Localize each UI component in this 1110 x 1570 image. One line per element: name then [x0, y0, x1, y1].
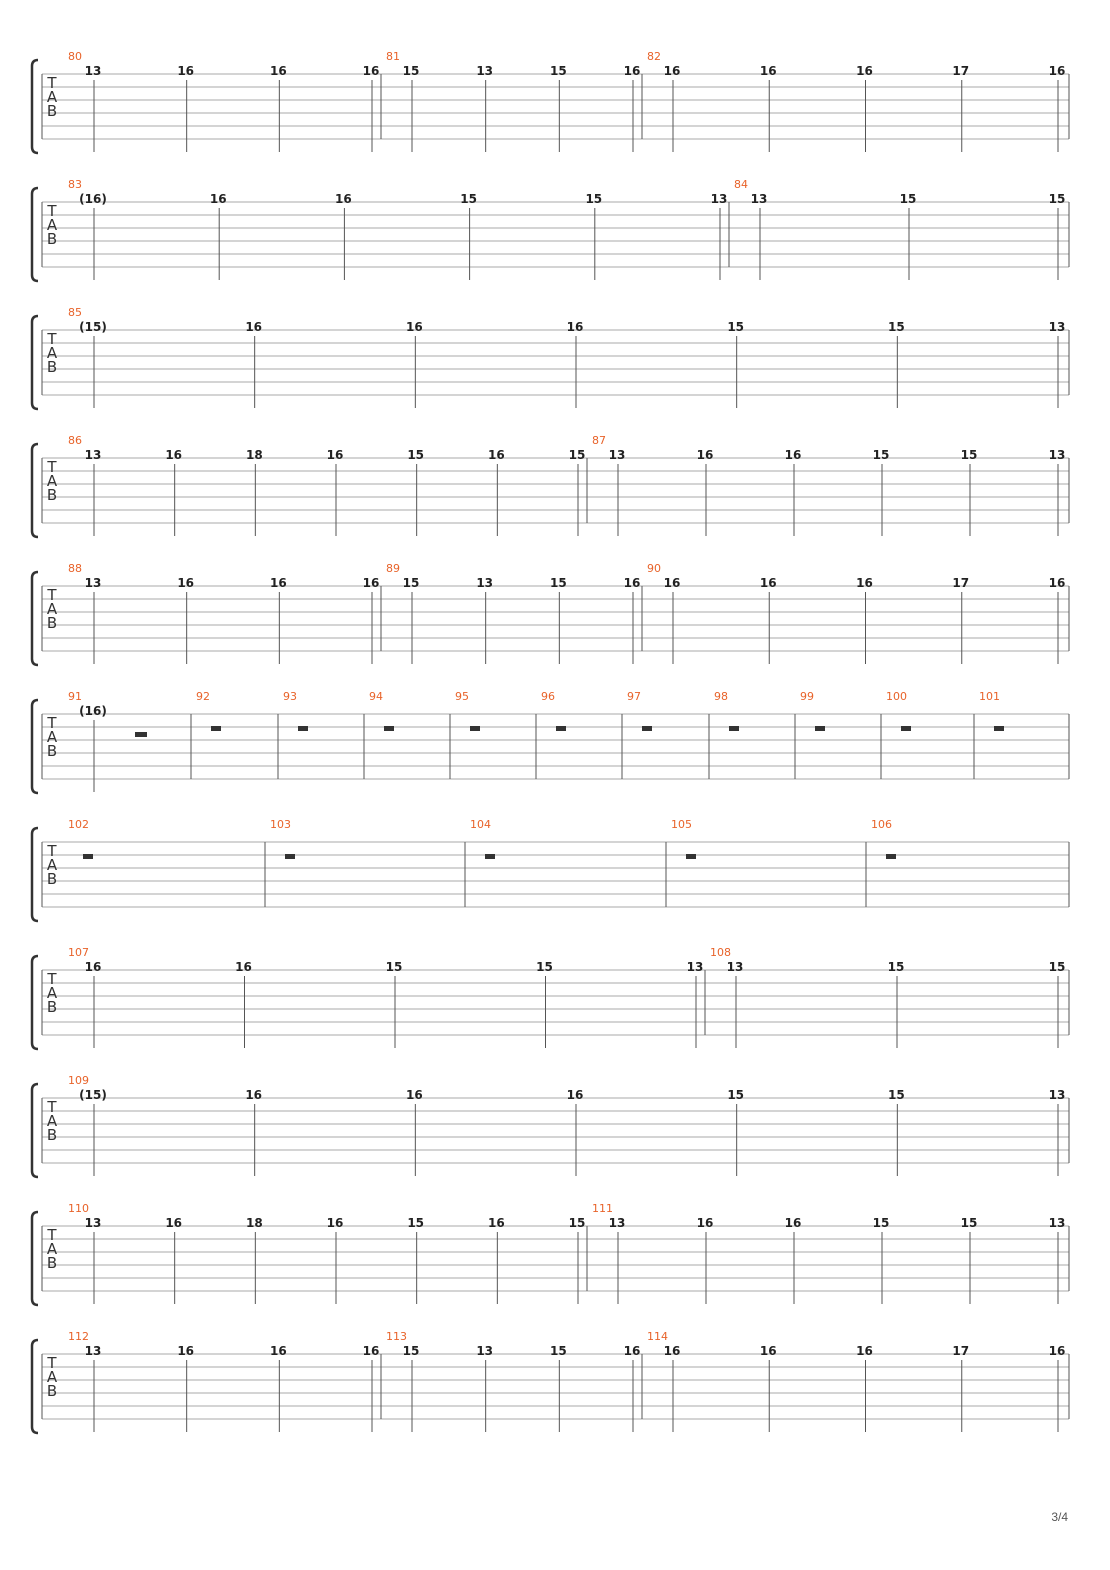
fret-number: 15: [402, 576, 420, 590]
tab-clef-letter: B: [46, 742, 58, 760]
fret-number: 17: [952, 1344, 970, 1358]
bar-number: 112: [68, 1330, 89, 1343]
fret-number: 15: [960, 1216, 978, 1230]
bar-number: 91: [68, 690, 82, 703]
fret-number: 16: [623, 64, 641, 78]
bar-number: 94: [369, 690, 383, 703]
tab-clef-letter: T: [47, 1354, 57, 1372]
fret-number: 16: [663, 64, 681, 78]
tab-clef-letter: B: [46, 1254, 58, 1272]
tab-clef-letter: B: [46, 102, 58, 120]
tab-system: [32, 562, 1069, 665]
fret-number: 15: [402, 1344, 420, 1358]
fret-number: 16: [269, 1344, 287, 1358]
bar-number: 89: [386, 562, 400, 575]
fret-number: 16: [784, 1216, 802, 1230]
bar-number: 83: [68, 178, 82, 191]
bar-number: 113: [386, 1330, 407, 1343]
fret-number: 15: [872, 1216, 890, 1230]
bar-number: 106: [871, 818, 892, 831]
fret-number: 13: [84, 64, 102, 78]
tab-clef-letter: B: [46, 998, 58, 1016]
whole-rest: [994, 726, 1004, 731]
tab-clef-letter: B: [46, 486, 58, 504]
system-bracket: [32, 700, 38, 793]
fret-number: 16: [245, 320, 263, 334]
system-bracket: [32, 444, 38, 537]
whole-rest: [815, 726, 825, 731]
fret-number: 16: [405, 320, 423, 334]
fret-number: 13: [84, 448, 102, 462]
tab-clef-letter: T: [47, 586, 57, 604]
fret-number: 16: [663, 1344, 681, 1358]
fret-number: 15: [872, 448, 890, 462]
fret-number: 16: [566, 320, 584, 334]
whole-rest: [470, 726, 480, 731]
whole-rest: [285, 854, 295, 859]
bar-number: 90: [647, 562, 661, 575]
fret-number: 16: [1048, 64, 1066, 78]
tab-system: [32, 690, 1069, 793]
fret-number: 17: [952, 576, 970, 590]
bar-number: 87: [592, 434, 606, 447]
fret-number: 16: [759, 64, 777, 78]
whole-rest: [485, 854, 495, 859]
fret-number: 15: [536, 960, 553, 974]
bar-number: 84: [734, 178, 748, 191]
bar-number: 96: [541, 690, 555, 703]
bar-number: 98: [714, 690, 728, 703]
fret-number: 16: [696, 1216, 714, 1230]
whole-rest: [384, 726, 394, 731]
fret-number: 13: [1048, 1088, 1066, 1102]
tab-clef-letter: T: [47, 330, 57, 348]
fret-number: 16: [335, 192, 352, 206]
bar-number: 92: [196, 690, 210, 703]
tab-system: [32, 818, 1069, 921]
whole-rest: [901, 726, 911, 731]
fret-number: 15: [899, 192, 917, 206]
tab-clef-letter: B: [46, 1382, 58, 1400]
bar-number: 95: [455, 690, 469, 703]
bar-number: 100: [886, 690, 907, 703]
fret-number: 16: [362, 64, 380, 78]
bar-number: 109: [68, 1074, 89, 1087]
fret-number: 16: [405, 1088, 423, 1102]
fret-number: 16: [856, 576, 873, 590]
fret-number: 13: [1048, 1216, 1066, 1230]
fret-number: 16: [269, 64, 287, 78]
tab-clef-letter: B: [46, 870, 58, 888]
tab-clef-letter: T: [47, 714, 57, 732]
fret-number: 16: [1048, 576, 1066, 590]
fret-number: 16: [326, 1216, 344, 1230]
fret-number: 16: [177, 64, 195, 78]
tab-clef-letter: T: [47, 202, 57, 220]
fret-number: 15: [460, 192, 477, 206]
tab-system: [32, 50, 1069, 153]
fret-number: 16: [177, 576, 195, 590]
fret-number: 16: [856, 64, 873, 78]
fret-number: 18: [245, 1216, 263, 1230]
fret-number: 15: [568, 1216, 586, 1230]
page-number: 3/4: [1051, 1510, 1068, 1524]
tab-system: [32, 306, 1069, 409]
bar-number: 107: [68, 946, 89, 959]
bar-number: 86: [68, 434, 82, 447]
bar-number: 97: [627, 690, 641, 703]
fret-number: 16: [362, 576, 380, 590]
fret-number: 16: [245, 1088, 263, 1102]
tab-clef-letter: A: [46, 728, 58, 746]
bar-number: 103: [270, 818, 291, 831]
system-bracket: [32, 188, 38, 281]
fret-number: 15: [407, 1216, 425, 1230]
system-bracket: [32, 316, 38, 409]
bar-number: 85: [68, 306, 82, 319]
fret-number: (15): [79, 320, 107, 334]
whole-rest: [729, 726, 739, 731]
system-bracket: [32, 828, 38, 921]
tab-clef-letter: T: [47, 842, 57, 860]
fret-number: (15): [79, 1088, 107, 1102]
bar-number: 81: [386, 50, 400, 63]
fret-number: 15: [385, 960, 403, 974]
fret-number: 16: [487, 1216, 505, 1230]
fret-number: 16: [235, 960, 252, 974]
tab-system: [32, 1330, 1069, 1433]
bar-number: 93: [283, 690, 297, 703]
bar-number: 82: [647, 50, 661, 63]
system-bracket: [32, 1084, 38, 1177]
fret-number: 15: [585, 192, 603, 206]
fret-number: 16: [623, 1344, 641, 1358]
tab-clef-letter: A: [46, 1240, 58, 1258]
system-bracket: [32, 60, 38, 153]
tab-system: [32, 178, 1069, 281]
fret-number: 16: [269, 576, 287, 590]
tab-clef-letter: T: [47, 458, 57, 476]
fret-number: 13: [1048, 320, 1066, 334]
system-bracket: [32, 1212, 38, 1305]
fret-number: 16: [566, 1088, 584, 1102]
tab-clef-letter: B: [46, 358, 58, 376]
fret-number: 15: [1048, 960, 1066, 974]
bar-number: 111: [592, 1202, 613, 1215]
bar-number: 99: [800, 690, 814, 703]
tab-clef-letter: A: [46, 216, 58, 234]
half-rest: [135, 732, 147, 737]
fret-number: 15: [549, 576, 567, 590]
tab-clef-letter: A: [46, 1112, 58, 1130]
fret-number: 15: [407, 448, 425, 462]
fret-number: 16: [759, 576, 777, 590]
whole-rest: [642, 726, 652, 731]
fret-number: 16: [663, 576, 681, 590]
fret-number: (16): [79, 192, 107, 206]
tab-system: [32, 434, 1069, 537]
fret-number: 15: [960, 448, 978, 462]
whole-rest: [556, 726, 566, 731]
tab-system: [32, 1202, 1069, 1305]
fret-number: (16): [79, 704, 107, 718]
tab-system: [32, 1074, 1069, 1177]
fret-number: 15: [549, 64, 567, 78]
bar-number: 101: [979, 690, 1000, 703]
tab-clef-letter: B: [46, 230, 58, 248]
whole-rest: [686, 854, 696, 859]
fret-number: 15: [887, 1088, 905, 1102]
fret-number: 13: [476, 576, 494, 590]
fret-number: 13: [476, 64, 494, 78]
bar-number: 110: [68, 1202, 89, 1215]
fret-number: 15: [887, 320, 905, 334]
fret-number: 16: [696, 448, 714, 462]
fret-number: 13: [726, 960, 744, 974]
fret-number: 18: [245, 448, 263, 462]
whole-rest: [83, 854, 93, 859]
system-bracket: [32, 1340, 38, 1433]
fret-number: 16: [759, 1344, 777, 1358]
tab-clef-letter: B: [46, 614, 58, 632]
fret-number: 13: [84, 1216, 102, 1230]
fret-number: 13: [1048, 448, 1066, 462]
bar-number: 104: [470, 818, 491, 831]
bar-number: 102: [68, 818, 89, 831]
fret-number: 17: [952, 64, 970, 78]
fret-number: 16: [84, 960, 102, 974]
fret-number: 13: [608, 1216, 626, 1230]
fret-number: 13: [84, 576, 102, 590]
bar-number: 88: [68, 562, 82, 575]
fret-number: 13: [608, 448, 626, 462]
fret-number: 13: [84, 1344, 102, 1358]
tab-clef-letter: A: [46, 984, 58, 1002]
tab-clef-letter: T: [47, 1098, 57, 1116]
tab-clef-letter: A: [46, 1368, 58, 1386]
bar-number: 114: [647, 1330, 668, 1343]
tab-clef-letter: A: [46, 88, 58, 106]
tab-clef-letter: A: [46, 600, 58, 618]
fret-number: 13: [710, 192, 728, 206]
fret-number: 16: [165, 448, 183, 462]
system-bracket: [32, 572, 38, 665]
fret-number: 15: [568, 448, 586, 462]
tab-clef-letter: T: [47, 970, 57, 988]
fret-number: 13: [686, 960, 704, 974]
bar-number: 80: [68, 50, 82, 63]
fret-number: 15: [1048, 192, 1066, 206]
fret-number: 16: [487, 448, 505, 462]
fret-number: 15: [887, 960, 905, 974]
fret-number: 15: [549, 1344, 567, 1358]
tab-clef-letter: A: [46, 344, 58, 362]
tab-system: [32, 946, 1069, 1049]
fret-number: 13: [750, 192, 768, 206]
tab-clef-letter: B: [46, 1126, 58, 1144]
fret-number: 16: [177, 1344, 195, 1358]
tab-clef-letter: T: [47, 1226, 57, 1244]
fret-number: 15: [402, 64, 420, 78]
bar-number: 105: [671, 818, 692, 831]
fret-number: 16: [209, 192, 227, 206]
fret-number: 16: [165, 1216, 183, 1230]
fret-number: 16: [623, 576, 641, 590]
tab-clef-letter: A: [46, 472, 58, 490]
fret-number: 16: [1048, 1344, 1066, 1358]
tab-clef-letter: T: [47, 74, 57, 92]
bar-number: 108: [710, 946, 731, 959]
system-bracket: [32, 956, 38, 1049]
fret-number: 16: [326, 448, 344, 462]
fret-number: 16: [362, 1344, 380, 1358]
tab-clef-letter: A: [46, 856, 58, 874]
fret-number: 16: [856, 1344, 873, 1358]
fret-number: 15: [727, 1088, 745, 1102]
fret-number: 16: [784, 448, 802, 462]
fret-number: 13: [476, 1344, 494, 1358]
whole-rest: [298, 726, 308, 731]
fret-number: 15: [727, 320, 745, 334]
whole-rest: [211, 726, 221, 731]
whole-rest: [886, 854, 896, 859]
